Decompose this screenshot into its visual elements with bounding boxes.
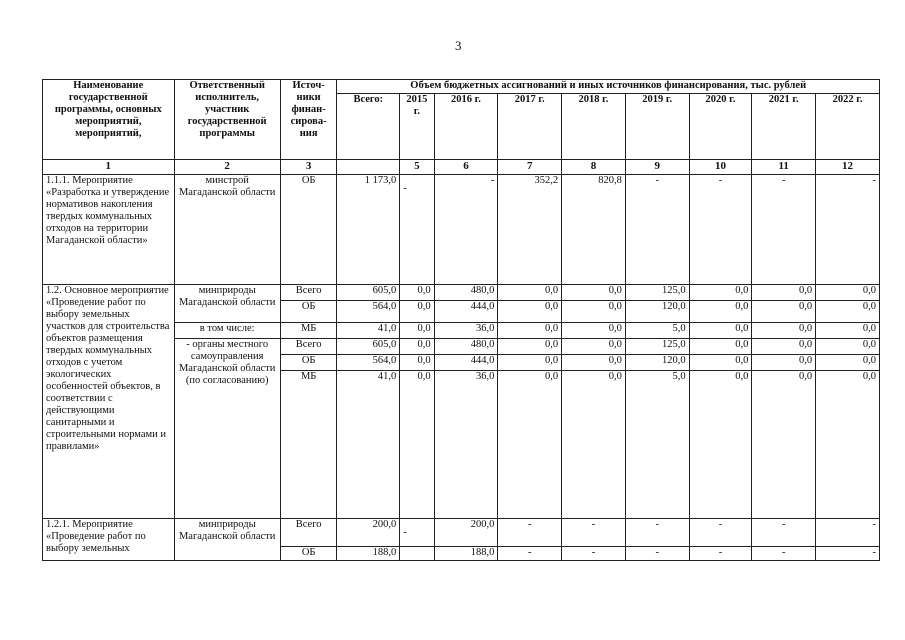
executor: минприроды Магаданской области [174,519,280,561]
cell-2015: - [400,519,434,547]
cell-2022: 0,0 [816,355,880,371]
header-program-name: Наименование государственной программы, основных мероприятий, мероприятий, [43,80,175,160]
cell-2020: 0,0 [689,355,752,371]
header-year: 2017 г. [498,94,562,160]
cell-2015: 0,0 [400,355,434,371]
col-number: 10 [689,160,752,175]
cell-2018: 820,8 [562,175,626,285]
budget-table [42,79,880,561]
header-year: 2020 г. [689,94,752,160]
cell-2019: - [625,547,689,561]
col-number: 11 [752,160,816,175]
cell-2018: - [562,519,626,547]
col-number: 5 [400,160,434,175]
cell-2021: - [752,547,816,561]
funding-source: Всего [280,339,337,355]
cell-total: 200,0 [337,519,400,547]
cell-2017: 0,0 [498,355,562,371]
cell-2017: - [498,519,562,547]
funding-source: ОБ [280,355,337,371]
header-funding-source: Источ-ники финан-сирова-ния [280,80,337,160]
header-year: 2015 г. [400,94,434,160]
funding-source: МБ [280,371,337,519]
cell-2015: 0,0 [400,301,434,323]
cell-2020: - [689,519,752,547]
cell-2022: 0,0 [816,301,880,323]
header-year: 2022 г. [816,94,880,160]
cell-2021: 0,0 [752,301,816,323]
cell-2018: 0,0 [562,355,626,371]
activity-name: 1.2. Основное мероприятие «Проведение работ по выбору земельных участков для строительства объектов размещения твердых коммунальных отходов с учетом экологических особенностей объектов, в соответствии с действующими санитарными и строительными нормами и правилами» [43,285,175,519]
col-number: 1 [43,160,175,175]
cell-2015 [400,547,434,561]
col-number: 6 [434,160,498,175]
col-number [337,160,400,175]
cell-2019: 125,0 [625,285,689,301]
col-number: 12 [816,160,880,175]
cell-2022: 0,0 [816,323,880,339]
table-row [43,285,880,301]
cell-2020: 0,0 [689,371,752,519]
cell-2017: - [498,547,562,561]
cell-2016: 36,0 [434,323,498,339]
table-row [43,175,880,285]
header-year: 2016 г. [434,94,498,160]
header-total: Всего: [337,94,400,160]
cell-2019: 120,0 [625,301,689,323]
cell-2015: 0,0 [400,323,434,339]
cell-2022: 0,0 [816,339,880,355]
cell-2015: 0,0 [400,285,434,301]
cell-total: 1 173,0 [337,175,400,285]
cell-2019: - [625,175,689,285]
cell-2017: 0,0 [498,323,562,339]
col-number: 7 [498,160,562,175]
cell-2018: 0,0 [562,371,626,519]
cell-total: 41,0 [337,371,400,519]
cell-2022: 0,0 [816,285,880,301]
cell-total: 41,0 [337,323,400,339]
executor-note: в том числе: [174,323,280,339]
cell-total: 605,0 [337,339,400,355]
col-number: 9 [625,160,689,175]
cell-2022: - [816,547,880,561]
cell-2020: 0,0 [689,323,752,339]
cell-2020: 0,0 [689,301,752,323]
col-number: 2 [174,160,280,175]
table-row [43,519,880,547]
cell-2019: 5,0 [625,323,689,339]
cell-2016: 480,0 [434,339,498,355]
executor: минстрой Магаданской области [174,175,280,285]
funding-source: Всего [280,285,337,301]
executor: минприроды Магаданской области [174,285,280,323]
header-row-1 [43,80,880,94]
cell-2018: 0,0 [562,285,626,301]
column-number-row [43,160,880,175]
cell-2018: 0,0 [562,301,626,323]
cell-total: 564,0 [337,301,400,323]
cell-2018: 0,0 [562,339,626,355]
cell-2017: 0,0 [498,285,562,301]
cell-2020: 0,0 [689,285,752,301]
cell-2019: - [625,519,689,547]
activity-name: 1.2.1. Мероприятие «Проведение работ по выбору земельных [43,519,175,561]
cell-2019: 5,0 [625,371,689,519]
cell-2018: - [562,547,626,561]
cell-2020: 0,0 [689,339,752,355]
cell-2022: - [816,175,880,285]
cell-2017: 352,2 [498,175,562,285]
header-year: 2019 г. [625,94,689,160]
cell-2016: 188,0 [434,547,498,561]
cell-2016: - [434,175,498,285]
funding-source: МБ [280,323,337,339]
cell-2020: - [689,175,752,285]
executor: - органы местного самоуправления Магаданской области (по согласованию) [174,339,280,519]
cell-2021: - [752,519,816,547]
funding-source: Всего [280,519,337,547]
cell-2017: 0,0 [498,371,562,519]
funding-source: ОБ [280,175,337,285]
cell-total: 564,0 [337,355,400,371]
cell-2021: 0,0 [752,323,816,339]
funding-source: ОБ [280,301,337,323]
header-budget-group: Объем бюджетных ассигнований и иных источников финансирования, тыс. рублей [337,80,880,94]
cell-2018: 0,0 [562,323,626,339]
page-number: 3 [455,38,462,53]
cell-2022: - [816,519,880,547]
cell-2016: 480,0 [434,285,498,301]
cell-2021: - [752,175,816,285]
activity-name: 1.1.1. Мероприятие «Разработка и утверждение нормативов накопления твердых коммунальных отходов на территории Магаданской области» [43,175,175,285]
header-year: 2018 г. [562,94,626,160]
col-number: 8 [562,160,626,175]
cell-2021: 0,0 [752,371,816,519]
cell-total: 188,0 [337,547,400,561]
cell-2021: 0,0 [752,339,816,355]
cell-2015: 0,0 [400,339,434,355]
cell-2019: 120,0 [625,355,689,371]
cell-2016: 444,0 [434,301,498,323]
cell-2015: 0,0 [400,371,434,519]
cell-2015: - [400,175,434,285]
funding-source: ОБ [280,547,337,561]
cell-2019: 125,0 [625,339,689,355]
header-year: 2021 г. [752,94,816,160]
cell-2021: 0,0 [752,355,816,371]
cell-total: 605,0 [337,285,400,301]
cell-2016: 200,0 [434,519,498,547]
col-number: 3 [280,160,337,175]
cell-2021: 0,0 [752,285,816,301]
cell-2020: - [689,547,752,561]
cell-2017: 0,0 [498,339,562,355]
cell-2016: 36,0 [434,371,498,519]
cell-2017: 0,0 [498,301,562,323]
cell-2016: 444,0 [434,355,498,371]
header-executor: Ответственный исполнитель, участник государственной программы [174,80,280,160]
cell-2022: 0,0 [816,371,880,519]
